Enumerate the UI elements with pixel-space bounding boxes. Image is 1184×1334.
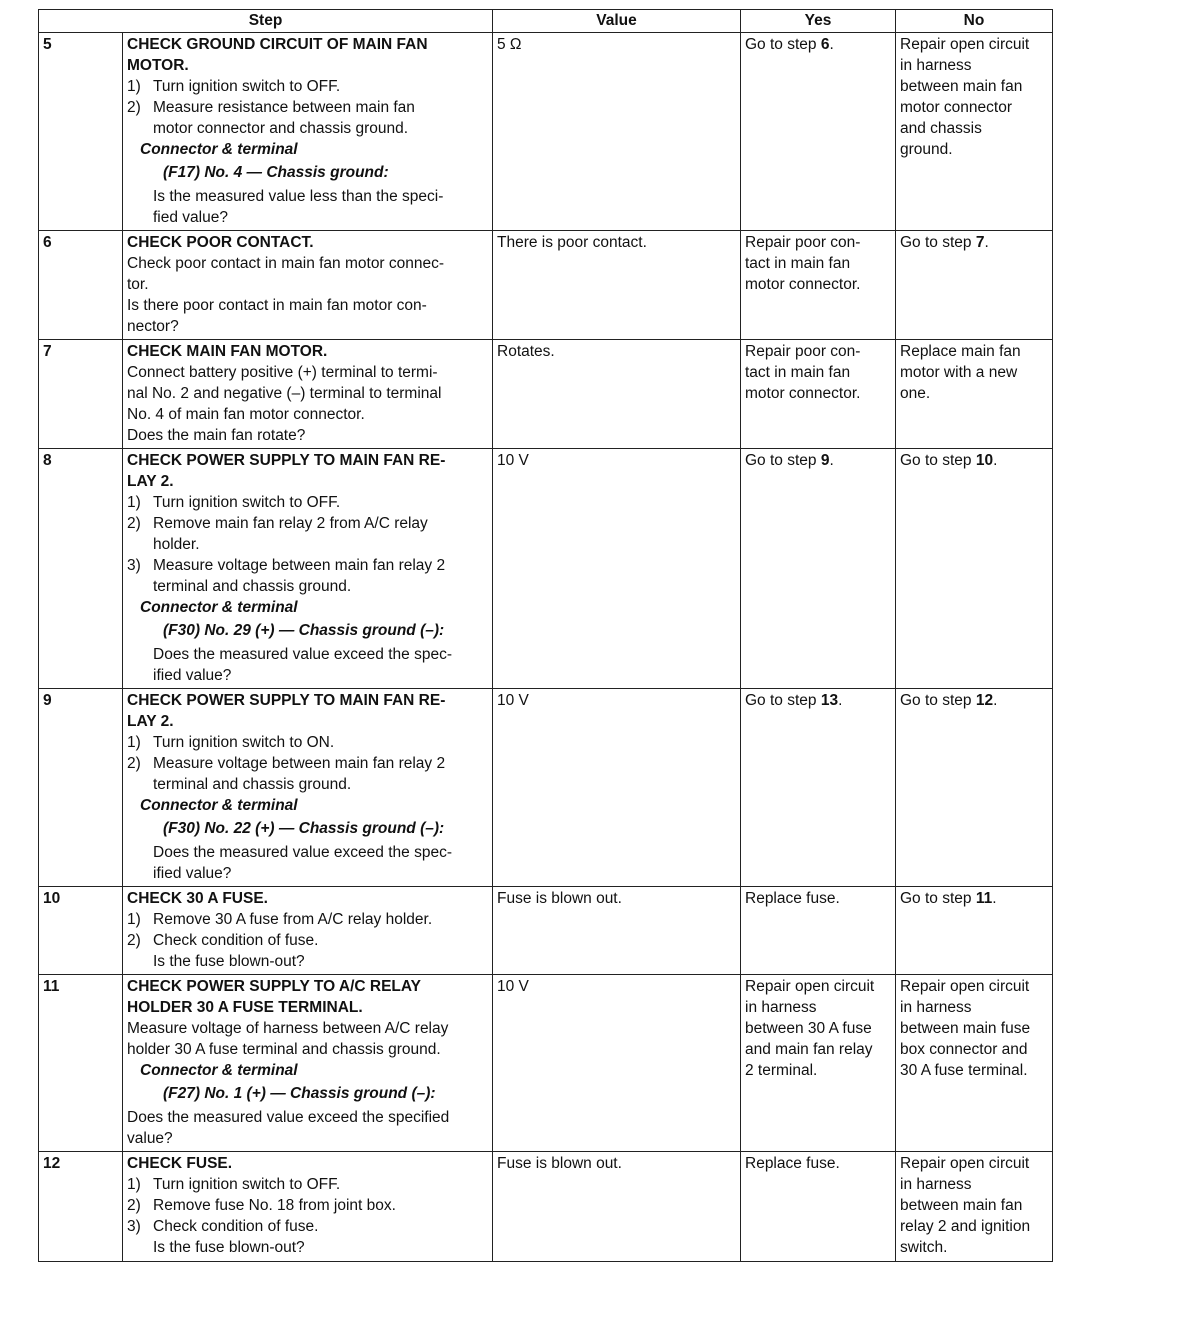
value-cell: Rotates. (493, 340, 741, 449)
step-title: CHECK POWER SUPPLY TO MAIN FAN RE- (127, 692, 446, 709)
step-question-cont: ified value? (153, 865, 232, 882)
step-item-cont: terminal and chassis ground. (153, 578, 352, 595)
yes-cell: Go to step 6. (741, 33, 896, 231)
yes-cell: Go to step 13. (741, 689, 896, 887)
step-question: Is the measured value less than the speci- (153, 188, 444, 205)
no-cell: Repair open circuit in harness between main fan motor connector and chassis ground. (896, 33, 1053, 231)
header-value: Value (493, 10, 741, 33)
step-item-cont: motor connector and chassis ground. (153, 120, 409, 137)
step-title: CHECK FUSE. (127, 1155, 233, 1172)
diagnosis-table (38, 9, 1053, 1262)
step-item: 2) Measure voltage between main fan relay 2 (127, 755, 446, 772)
no-cell: Go to step 7. (896, 231, 1053, 340)
step-question: Is the fuse blown-out? (153, 1239, 305, 1256)
step-question-cont: value? (127, 1130, 173, 1147)
step-question: Does the main fan rotate? (127, 427, 306, 444)
header-yes: Yes (741, 10, 896, 33)
step-question: Is the fuse blown-out? (153, 953, 305, 970)
step-item: 1) Turn ignition switch to ON. (127, 734, 335, 751)
step-description: CHECK POOR CONTACT. Check poor contact in main fan motor connec- tor. Is there poor contact in main fan motor con- nector? (123, 231, 493, 340)
step-number: 8 (39, 449, 123, 689)
step-title: CHECK POOR CONTACT. (127, 234, 314, 251)
table-row (39, 449, 1053, 689)
step-item: 1) Remove 30 A fuse from A/C relay holder. (127, 911, 433, 928)
step-number: 11 (39, 975, 123, 1152)
table-row (39, 231, 1053, 340)
step-question: Is there poor contact in main fan motor con- (127, 297, 427, 314)
step-description (123, 449, 493, 689)
step-number: 5 (39, 33, 123, 231)
header-step: Step (39, 10, 493, 33)
step-item: 2) Remove fuse No. 18 from joint box. (127, 1197, 396, 1214)
step-title-cont: HOLDER 30 A FUSE TERMINAL. (127, 999, 363, 1016)
step-number: 7 (39, 340, 123, 449)
yes-cell: Repair poor con- tact in main fan motor connector. (741, 340, 896, 449)
step-question-cont: fied value? (153, 209, 228, 226)
connector-label: Connector & terminal (140, 599, 298, 616)
step-title: CHECK POWER SUPPLY TO A/C RELAY (127, 978, 421, 995)
step-item: 1) Turn ignition switch to OFF. (127, 494, 341, 511)
table-row (39, 1152, 1053, 1262)
no-cell: Go to step 10. (896, 449, 1053, 689)
connector-label: Connector & terminal (140, 141, 298, 158)
yes-cell: Go to step 9. (741, 449, 896, 689)
step-number: 10 (39, 887, 123, 975)
table-row (39, 887, 1053, 975)
step-title-cont: MOTOR. (127, 57, 189, 74)
no-cell: Go to step 12. (896, 689, 1053, 887)
value-cell: 5 Ω (493, 33, 741, 231)
step-title: CHECK 30 A FUSE. (127, 890, 268, 907)
yes-cell: Repair open circuit in harness between 30 A fuse and main fan relay 2 terminal. (741, 975, 896, 1152)
table-row (39, 689, 1053, 887)
value-cell: 10 V (493, 449, 741, 689)
step-title: CHECK POWER SUPPLY TO MAIN FAN RE- (127, 452, 446, 469)
step-title: CHECK MAIN FAN MOTOR. (127, 343, 328, 360)
step-item: 1) Turn ignition switch to OFF. (127, 1176, 341, 1193)
yes-cell: Replace fuse. (741, 887, 896, 975)
connector-value: (F27) No. 1 (+) — Chassis ground (–): (163, 1085, 436, 1102)
table-row (39, 33, 1053, 231)
value-cell: 10 V (493, 689, 741, 887)
step-question-cont: nector? (127, 318, 179, 335)
step-item: 2) Remove main fan relay 2 from A/C relay (127, 515, 428, 532)
no-cell: Repair open circuit in harness between main fuse box connector and 30 A fuse terminal. (896, 975, 1053, 1152)
step-description: CHECK MAIN FAN MOTOR. Connect battery positive (+) terminal to termi- nal No. 2 and negative (–) terminal to terminal No. 4 of main fan motor connector. Does the main fan rotate? (123, 340, 493, 449)
step-question: Does the measured value exceed the specified (127, 1109, 450, 1126)
step-item: 2) Check condition of fuse. (127, 932, 319, 949)
step-item-cont: holder. (153, 536, 200, 553)
step-description (123, 1152, 493, 1262)
step-item: 1) Turn ignition switch to OFF. (127, 78, 341, 95)
step-number: 6 (39, 231, 123, 340)
connector-label: Connector & terminal (140, 1062, 298, 1079)
table-row (39, 975, 1053, 1152)
value-cell: Fuse is blown out. (493, 887, 741, 975)
step-description (123, 689, 493, 887)
step-question-cont: ified value? (153, 667, 232, 684)
header-row (39, 10, 1053, 33)
yes-cell: Repair poor con- tact in main fan motor connector. (741, 231, 896, 340)
step-item: 3) Check condition of fuse. (127, 1218, 319, 1235)
header-no: No (896, 10, 1053, 33)
step-title: CHECK GROUND CIRCUIT OF MAIN FAN (127, 36, 428, 53)
step-title-cont: LAY 2. (127, 713, 174, 730)
step-number: 12 (39, 1152, 123, 1262)
step-description: CHECK POWER SUPPLY TO A/C RELAY HOLDER 30 A FUSE TERMINAL. Measure voltage of harness between A/C relay holder 30 A fuse terminal and chassis ground. Connector & terminal (F27) No. 1 (+) — Chassis ground (–): Does the measured value exceed the specified value? (123, 975, 493, 1152)
connector-value: (F17) No. 4 — Chassis ground: (163, 164, 389, 181)
table-row (39, 340, 1053, 449)
step-title-cont: LAY 2. (127, 473, 174, 490)
value-cell: Fuse is blown out. (493, 1152, 741, 1262)
value-cell: There is poor contact. (493, 231, 741, 340)
step-item: 2) Measure resistance between main fan (127, 99, 415, 116)
step-number: 9 (39, 689, 123, 887)
no-cell: Replace main fan motor with a new one. (896, 340, 1053, 449)
connector-value: (F30) No. 22 (+) — Chassis ground (–): (163, 820, 445, 837)
step-question: Does the measured value exceed the spec- (153, 844, 452, 861)
step-item-cont: terminal and chassis ground. (153, 776, 352, 793)
no-cell: Repair open circuit in harness between main fan relay 2 and ignition switch. (896, 1152, 1053, 1262)
step-item: 3) Measure voltage between main fan relay 2 (127, 557, 446, 574)
step-question: Does the measured value exceed the spec- (153, 646, 452, 663)
connector-label: Connector & terminal (140, 797, 298, 814)
value-cell: 10 V (493, 975, 741, 1152)
step-description (123, 33, 493, 231)
step-description (123, 887, 493, 975)
yes-cell: Replace fuse. (741, 1152, 896, 1262)
connector-value: (F30) No. 29 (+) — Chassis ground (–): (163, 622, 445, 639)
no-cell: Go to step 11. (896, 887, 1053, 975)
